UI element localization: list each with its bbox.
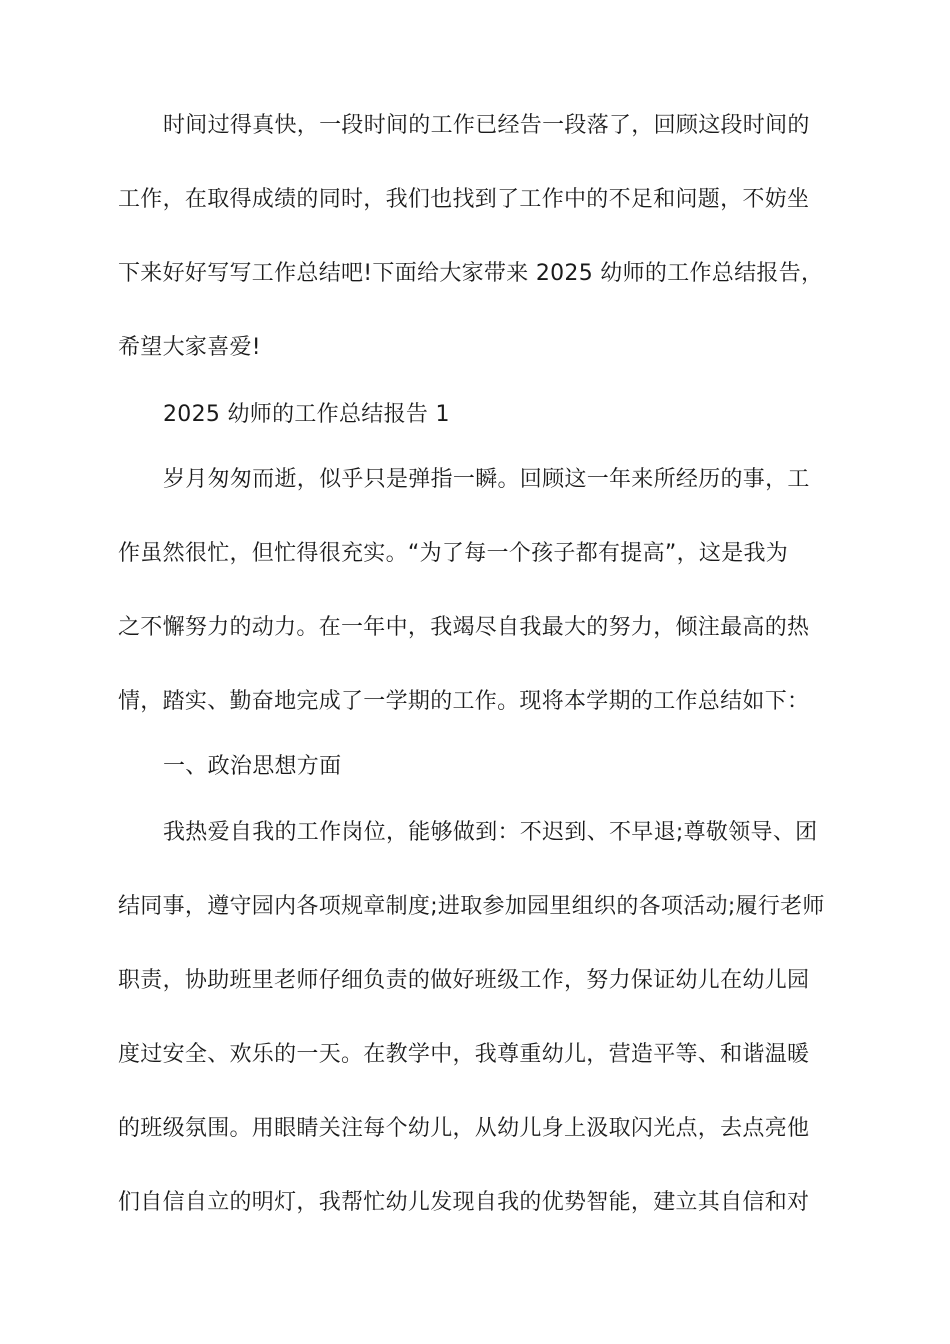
paragraph-1-line-1: 岁月匆匆而逝，似乎只是弹指一瞬。回顾这一年来所经历的事，工	[163, 467, 810, 492]
paragraph-intro-line-3: 下来好好写写工作总结吧!下面给大家带来 2025 幼师的工作总结报告，	[118, 261, 824, 286]
paragraph-intro-line-2: 工作，在取得成绩的同时，我们也找到了工作中的不足和问题，不妨坐	[118, 187, 810, 212]
paragraph-2-line-6: 们自信自立的明灯，我帮忙幼儿发现自我的优势智能，建立其自信和对	[118, 1190, 810, 1215]
paragraph-2-line-5: 的班级氛围。用眼睛关注每个幼儿，从幼儿身上汲取闪光点，去点亮他	[118, 1116, 810, 1141]
section-title: 2025 幼师的工作总结报告 1	[163, 402, 450, 427]
paragraph-2-line-3: 职责，协助班里老师仔细负责的做好班级工作，努力保证幼儿在幼儿园	[118, 968, 810, 993]
paragraph-intro-line-1: 时间过得真快，一段时间的工作已经告一段落了，回顾这段时间的	[163, 113, 810, 138]
paragraph-2-line-2: 结同事，遵守园内各项规章制度;进取参加园里组织的各项活动;履行老师	[118, 894, 825, 919]
paragraph-1-line-4: 情，踏实、勤奋地完成了一学期的工作。现将本学期的工作总结如下：	[118, 689, 810, 714]
paragraph-2-line-1: 我热爱自我的工作岗位，能够做到：不迟到、不早退;尊敬领导、团	[163, 820, 818, 845]
subsection-heading: 一、政治思想方面	[163, 754, 342, 779]
paragraph-1-line-2: 作虽然很忙，但忙得很充实。“为了每一个孩子都有提高”，这是我为	[118, 541, 789, 566]
paragraph-1-line-3: 之不懈努力的动力。在一年中，我竭尽自我最大的努力，倾注最高的热	[118, 615, 810, 640]
paragraph-intro-line-4: 希望大家喜爱!	[118, 335, 261, 360]
paragraph-2-line-4: 度过安全、欢乐的一天。在教学中，我尊重幼儿，营造平等、和谐温暖	[118, 1042, 810, 1067]
